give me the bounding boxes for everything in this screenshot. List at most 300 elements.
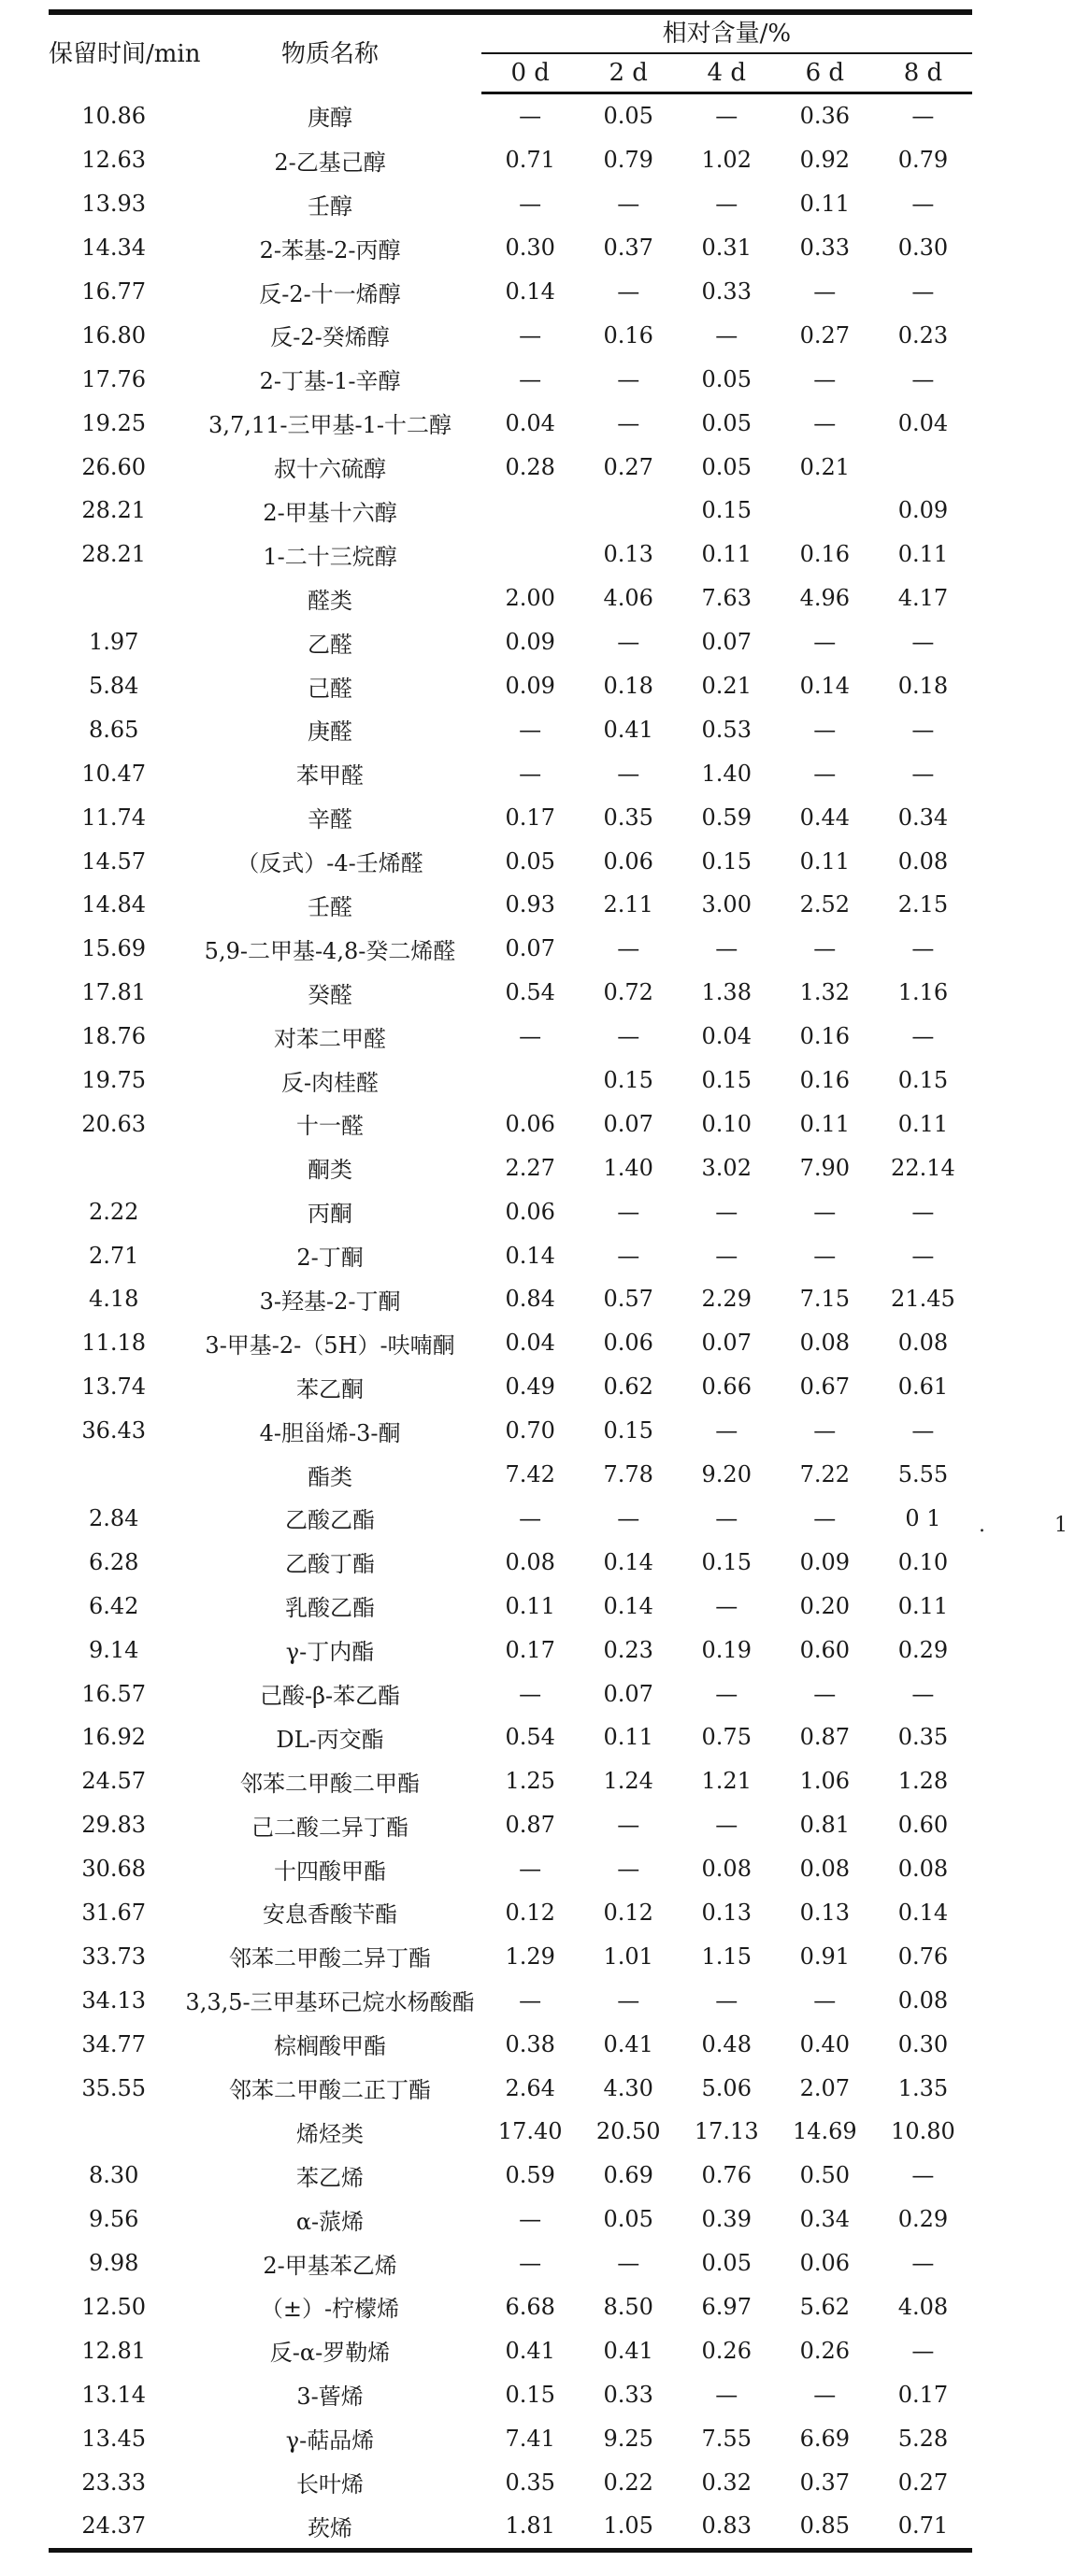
day-4-value-cell: — xyxy=(715,1680,738,1707)
day-2-value-cell: 1.24 xyxy=(603,1768,653,1795)
day-8-value-cell: — xyxy=(911,2162,935,2189)
day-4-value-cell: 0.11 xyxy=(701,541,752,568)
day-2-value-cell: — xyxy=(617,1023,640,1050)
day-0-value-cell: 7.42 xyxy=(505,1461,555,1488)
day-4-value-cell: 0.10 xyxy=(701,1110,752,1137)
day-2-value-cell: 7.78 xyxy=(603,1461,653,1488)
day-6-value-cell: 0.92 xyxy=(799,147,851,174)
day-2-value-cell: — xyxy=(617,365,640,392)
day-8-value-cell: 1.16 xyxy=(897,979,949,1006)
day-4-value-cell: 0.83 xyxy=(678,2504,776,2550)
compound-name-cell: 酮类 xyxy=(308,1157,353,1184)
day-0-value-cell xyxy=(481,1059,580,1103)
compound-name-cell: 己二酸二异丁酯 xyxy=(251,1814,409,1841)
day-6-value-cell: 0.16 xyxy=(799,1067,851,1094)
day-2-value-cell: — xyxy=(617,1242,640,1269)
table-row xyxy=(49,971,972,1015)
day-6-value-cell: 0.21 xyxy=(799,453,851,480)
day-8-value-cell: — xyxy=(911,760,935,787)
day-6-value-cell: — xyxy=(813,409,837,436)
day-0-value-cell: — xyxy=(519,365,542,392)
day-0-value-cell: 0.05 xyxy=(505,847,555,875)
compound-name-cell: 邻苯二甲酸二异丁酯 xyxy=(229,1945,432,1972)
compound-name-cell: 莰烯 xyxy=(179,2504,480,2550)
compound-name-cell: 5,9-二甲基-4,8-癸二烯醛 xyxy=(204,937,456,964)
retention-time-cell: 16.77 xyxy=(81,278,147,305)
day-0-value-cell: 0.49 xyxy=(505,1373,555,1401)
day-0-value-cell: 0.14 xyxy=(505,1242,555,1269)
retention-time-cell: 6.42 xyxy=(88,1592,139,1619)
day-0-value-cell: 0.71 xyxy=(505,147,555,174)
day-6-value-cell: — xyxy=(813,629,837,656)
day-0-value-cell: 0.87 xyxy=(505,1812,555,1839)
table-row xyxy=(49,2372,972,2416)
compound-name-cell: 2-苯基-2-丙醇 xyxy=(259,236,401,263)
day-2-value-cell: 0.22 xyxy=(603,2469,653,2496)
day-0-value-cell: 0.35 xyxy=(505,2469,555,2496)
retention-time-cell: 31.67 xyxy=(81,1899,147,1926)
day-6-value-cell: 2.52 xyxy=(799,891,851,918)
day-8-value-cell: — xyxy=(911,1023,935,1050)
day-4-value-cell: 0.53 xyxy=(701,716,752,743)
day-8-value-cell: 0.09 xyxy=(897,497,949,524)
day-0-value-cell: 0.84 xyxy=(505,1286,555,1313)
day-0-value-cell: 0.38 xyxy=(505,2030,555,2057)
day-8-value-cell: — xyxy=(911,191,935,218)
day-0-value-cell: 1.81 xyxy=(481,2504,580,2550)
retention-time-cell: 16.92 xyxy=(81,1724,147,1751)
day-8-value-cell: 0.27 xyxy=(897,2469,949,2496)
day-0-value-cell: — xyxy=(519,321,542,349)
day-0-value-cell: 2.64 xyxy=(505,2074,555,2101)
retention-time-cell: 10.47 xyxy=(81,760,147,787)
retention-time-cell: 34.13 xyxy=(81,1986,147,2014)
day-8-value-cell: — xyxy=(911,1242,935,1269)
day-8-value-cell: — xyxy=(911,103,935,130)
compound-name-cell: 反-2-十一烯醇 xyxy=(259,280,401,307)
day-6-value-cell: — xyxy=(813,935,837,962)
day-8-value-cell: — xyxy=(911,629,935,656)
day-2-value-cell xyxy=(580,489,678,533)
table-row xyxy=(49,1233,972,1277)
retention-time-cell: 28.21 xyxy=(81,497,147,524)
day-8-value-cell: 0 1 xyxy=(905,1504,941,1531)
day-0-value-cell: 0.08 xyxy=(505,1548,555,1575)
day-2-value-cell: 0.35 xyxy=(603,804,653,831)
day-2-value-cell: 8.50 xyxy=(603,2293,653,2320)
day-4-value-cell: 0.15 xyxy=(701,497,752,524)
compound-name-cell: 反-肉桂醛 xyxy=(280,1069,380,1096)
retention-time-cell: 9.56 xyxy=(88,2206,139,2233)
compound-name-cell: 棕榈酸甲酯 xyxy=(274,2033,387,2060)
day-4-value-cell: 0.26 xyxy=(701,2337,752,2364)
retention-time-cell: 13.14 xyxy=(81,2381,147,2408)
table-row xyxy=(49,313,972,357)
table-row xyxy=(49,2198,972,2242)
day-4-value-cell: 9.20 xyxy=(701,1461,752,1488)
volatile-compounds-table xyxy=(49,9,972,2553)
day-0-value-cell: 0.17 xyxy=(505,1636,555,1663)
compound-name-cell: 3,3,5-三甲基环己烷水杨酸酯 xyxy=(185,1989,475,2016)
day-8-value-cell: 0.71 xyxy=(874,2504,972,2550)
day-0-value-cell: 0.04 xyxy=(505,409,555,436)
day-2-value-cell: — xyxy=(617,409,640,436)
day-4-value-cell: 0.07 xyxy=(701,629,752,656)
day-8-value-cell: 4.08 xyxy=(897,2293,949,2320)
compound-name-cell: 2-甲基十六醇 xyxy=(263,499,397,526)
compound-name-cell: （±）-柠檬烯 xyxy=(260,2296,400,2323)
day-6-value-cell: 0.20 xyxy=(799,1592,851,1619)
day-6-value-cell: — xyxy=(813,1417,837,1445)
compound-name-cell: 乙酸丁酯 xyxy=(285,1551,376,1578)
day-6-value-cell: 7.22 xyxy=(799,1461,851,1488)
day-6-value-cell: 5.62 xyxy=(799,2293,851,2320)
header-day-6: 6 d xyxy=(776,53,874,93)
table-row xyxy=(49,1803,972,1847)
table-row xyxy=(49,1759,972,1803)
retention-time-cell: 26.60 xyxy=(81,453,147,480)
header-day-2: 2 d xyxy=(580,53,678,93)
table-row xyxy=(49,1540,972,1584)
compound-name-cell: 壬醛 xyxy=(308,893,353,920)
day-8-value-cell: 0.61 xyxy=(897,1373,949,1401)
retention-time-cell: 18.76 xyxy=(81,1023,147,1050)
retention-time-cell: 23.33 xyxy=(81,2469,147,2496)
day-0-value-cell: 0.54 xyxy=(505,979,555,1006)
day-6-value-cell: 0.91 xyxy=(799,1943,851,1970)
day-0-value-cell: 0.06 xyxy=(505,1198,555,1225)
day-4-value-cell: 0.05 xyxy=(701,453,752,480)
day-4-value-cell: 0.05 xyxy=(701,409,752,436)
table-row xyxy=(49,1015,972,1059)
retention-time-cell: 13.45 xyxy=(81,2425,147,2452)
day-4-value-cell: 0.15 xyxy=(701,1548,752,1575)
table-row xyxy=(49,2285,972,2329)
compound-name-cell: 乙酸乙酯 xyxy=(285,1507,376,1534)
retention-time-cell: 19.25 xyxy=(81,409,147,436)
day-0-value-cell: 0.30 xyxy=(505,235,555,262)
day-2-value-cell: 0.41 xyxy=(603,716,653,743)
day-6-value-cell: 7.90 xyxy=(799,1154,851,1181)
table-row xyxy=(49,751,972,795)
compound-name-cell: γ-萜品烯 xyxy=(285,2427,375,2455)
compound-name-cell: 2-丁基-1-辛醇 xyxy=(259,368,401,395)
day-4-value-cell: 0.33 xyxy=(701,278,752,305)
retention-time-cell: 11.18 xyxy=(81,1330,147,1357)
day-4-value-cell: 1.21 xyxy=(701,1768,752,1795)
compound-name-cell: 叔十六硫醇 xyxy=(274,456,387,483)
day-6-value-cell: 0.37 xyxy=(799,2469,851,2496)
day-0-value-cell: 1.29 xyxy=(505,1943,555,1970)
retention-time-cell: 15.69 xyxy=(81,935,147,962)
day-4-value-cell: 3.00 xyxy=(701,891,752,918)
day-4-value-cell: — xyxy=(715,1198,738,1225)
day-8-value-cell: 5.55 xyxy=(897,1461,949,1488)
table-row xyxy=(49,489,972,533)
compound-name-cell: 苯甲醛 xyxy=(296,762,365,790)
day-4-value-cell: 1.40 xyxy=(701,760,752,787)
retention-time-cell: 12.50 xyxy=(81,2293,147,2320)
day-2-value-cell: 4.30 xyxy=(603,2074,653,2101)
day-8-value-cell: 2.15 xyxy=(897,891,949,918)
retention-time-cell: 14.57 xyxy=(81,847,147,875)
day-8-value-cell: 0.08 xyxy=(897,847,949,875)
retention-time-cell: 1.97 xyxy=(88,629,139,656)
day-6-value-cell: 0.40 xyxy=(799,2030,851,2057)
day-6-value-cell: 0.50 xyxy=(799,2162,851,2189)
day-2-value-cell: 0.07 xyxy=(603,1110,653,1137)
retention-time-cell: 34.77 xyxy=(81,2030,147,2057)
day-8-value-cell: 21.45 xyxy=(891,1286,955,1313)
day-6-value-cell: 2.07 xyxy=(799,2074,851,2101)
day-4-value-cell: — xyxy=(715,191,738,218)
retention-time-cell: 17.81 xyxy=(81,979,147,1006)
day-4-value-cell: — xyxy=(715,1242,738,1269)
day-0-value-cell: 0.12 xyxy=(505,1899,555,1926)
compound-name-cell: 癸醛 xyxy=(308,981,353,1008)
day-6-value-cell: 0.08 xyxy=(799,1856,851,1883)
day-6-value-cell: 0.36 xyxy=(799,103,851,130)
table-row xyxy=(49,1978,972,2022)
day-0-value-cell: 17.40 xyxy=(497,2118,563,2145)
retention-time-cell: 2.22 xyxy=(88,1198,139,1225)
day-0-value-cell: 6.68 xyxy=(505,2293,555,2320)
day-0-value-cell: 7.41 xyxy=(505,2425,555,2452)
day-6-value-cell: 0.26 xyxy=(799,2337,851,2364)
day-4-value-cell: 0.19 xyxy=(701,1636,752,1663)
table-row xyxy=(49,2154,972,2198)
day-6-value-cell: 0.11 xyxy=(799,191,851,218)
day-4-value-cell: 0.05 xyxy=(701,2250,752,2277)
day-2-value-cell: — xyxy=(617,278,640,305)
table-row xyxy=(49,1409,972,1453)
day-2-value-cell: 0.72 xyxy=(603,979,653,1006)
day-6-value-cell: — xyxy=(813,278,837,305)
table-body xyxy=(49,93,972,2551)
day-4-value-cell: 17.13 xyxy=(694,2118,759,2145)
table-row xyxy=(49,795,972,839)
day-4-value-cell: 0.48 xyxy=(701,2030,752,2057)
compound-name-cell: （反式）-4-壬烯醛 xyxy=(236,850,423,877)
day-8-value-cell: 1.35 xyxy=(897,2074,949,2101)
retention-time-cell: 16.80 xyxy=(81,321,147,349)
day-8-value-cell: 0.14 xyxy=(897,1899,949,1926)
stray-mark-dot: . xyxy=(979,1514,985,1537)
table-row xyxy=(49,576,972,620)
day-6-value-cell: 6.69 xyxy=(799,2425,851,2452)
compound-name-cell: 酯类 xyxy=(308,1463,353,1490)
day-4-value-cell: 0.59 xyxy=(701,804,752,831)
day-0-value-cell: 0.28 xyxy=(505,453,555,480)
day-6-value-cell: 1.32 xyxy=(799,979,851,1006)
day-0-value-cell: 0.41 xyxy=(505,2337,555,2364)
day-2-value-cell: 0.15 xyxy=(603,1067,653,1094)
day-8-value-cell: 0.10 xyxy=(897,1548,949,1575)
day-2-value-cell: 0.14 xyxy=(603,1592,653,1619)
day-6-value-cell: 1.06 xyxy=(799,1768,851,1795)
day-8-value-cell: 0.29 xyxy=(897,1636,949,1663)
day-8-value-cell: 0.11 xyxy=(897,1592,949,1619)
compound-name-cell: DL-丙交酯 xyxy=(276,1726,384,1753)
day-4-value-cell: 0.04 xyxy=(701,1023,752,1050)
day-6-value-cell: 0.44 xyxy=(799,804,851,831)
day-2-value-cell: 20.50 xyxy=(595,2118,661,2145)
header-relative-content: 相对含量/% xyxy=(481,12,972,53)
retention-time-cell: 20.63 xyxy=(81,1110,147,1137)
day-6-value-cell: 0.87 xyxy=(799,1724,851,1751)
day-2-value-cell: — xyxy=(617,629,640,656)
day-6-value-cell: 0.11 xyxy=(799,1110,851,1137)
retention-time-cell: 8.30 xyxy=(88,2162,139,2189)
stray-mark-one: 1 xyxy=(1054,1514,1068,1537)
day-2-value-cell: — xyxy=(617,935,640,962)
retention-time-cell: 29.83 xyxy=(81,1812,147,1839)
table-row xyxy=(49,226,972,270)
retention-time-cell: 35.55 xyxy=(81,2074,147,2101)
retention-time-cell: 9.14 xyxy=(88,1636,139,1663)
day-2-value-cell: — xyxy=(617,1986,640,2014)
day-0-value-cell: — xyxy=(519,1504,542,1531)
day-4-value-cell: 7.63 xyxy=(701,585,752,612)
day-6-value-cell: 0.16 xyxy=(799,541,851,568)
day-2-value-cell: — xyxy=(617,1198,640,1225)
retention-time-cell: 2.71 xyxy=(88,1242,139,1269)
day-2-value-cell: 1.01 xyxy=(603,1943,653,1970)
day-4-value-cell: 1.38 xyxy=(701,979,752,1006)
day-4-value-cell: — xyxy=(715,1812,738,1839)
compound-name-cell: 十一醛 xyxy=(296,1113,365,1140)
retention-time-cell: 12.63 xyxy=(81,147,147,174)
day-8-value-cell: 0.04 xyxy=(897,409,949,436)
day-8-value-cell: 0.35 xyxy=(897,1724,949,1751)
table-row xyxy=(49,1672,972,1715)
compound-name-cell: 烯烃类 xyxy=(296,2120,365,2147)
day-6-value-cell: 0.08 xyxy=(799,1330,851,1357)
day-8-value-cell: 0.60 xyxy=(897,1812,949,1839)
table-row xyxy=(49,1715,972,1759)
compound-name-cell: 长叶烯 xyxy=(296,2471,365,2498)
table-row xyxy=(49,1584,972,1628)
compound-name-cell: α-蒎烯 xyxy=(295,2208,365,2235)
table-row xyxy=(49,1102,972,1146)
table-row xyxy=(49,1277,972,1321)
day-8-value-cell: 0.76 xyxy=(897,1943,949,1970)
day-4-value-cell: — xyxy=(715,1986,738,2014)
day-0-value-cell: 2.00 xyxy=(505,585,555,612)
compound-name-cell: 3-蒈烯 xyxy=(296,2384,364,2411)
retention-time-cell xyxy=(49,576,179,620)
day-8-value-cell: 0.11 xyxy=(897,1110,949,1137)
day-8-value-cell: 0.15 xyxy=(897,1067,949,1094)
day-6-value-cell: 0.14 xyxy=(799,673,851,700)
retention-time-cell xyxy=(49,1146,179,1189)
day-6-value-cell: — xyxy=(813,365,837,392)
header-compound-name: 物质名称 xyxy=(179,12,480,93)
day-4-value-cell: 0.07 xyxy=(701,1330,752,1357)
day-6-value-cell: 0.60 xyxy=(799,1636,851,1663)
table-row xyxy=(49,1189,972,1233)
compound-name-cell: 丙酮 xyxy=(308,1201,353,1228)
compound-name-cell: 1-二十三烷醇 xyxy=(263,543,397,570)
day-6-value-cell: 0.81 xyxy=(799,1812,851,1839)
compound-name-cell: 乙醛 xyxy=(308,631,353,658)
day-0-value-cell: — xyxy=(519,1023,542,1050)
retention-time-cell: 33.73 xyxy=(81,1943,147,1970)
retention-time-cell: 2.84 xyxy=(88,1504,139,1531)
day-4-value-cell: 0.75 xyxy=(701,1724,752,1751)
retention-time-cell: 10.86 xyxy=(81,102,147,129)
table-row xyxy=(49,1453,972,1497)
day-0-value-cell: 0.07 xyxy=(505,935,555,962)
day-0-value-cell: — xyxy=(519,1680,542,1707)
retention-time-cell: 5.84 xyxy=(88,673,139,700)
day-4-value-cell: 7.55 xyxy=(701,2425,752,2452)
day-8-value-cell: 22.14 xyxy=(891,1154,955,1181)
day-6-value-cell: 0.27 xyxy=(799,321,851,349)
day-0-value-cell: 0.14 xyxy=(505,278,555,305)
day-4-value-cell: 5.06 xyxy=(701,2074,752,2101)
day-6-value-cell: 0.34 xyxy=(799,2206,851,2233)
retention-time-cell: 28.21 xyxy=(81,541,147,568)
day-2-value-cell: 0.62 xyxy=(603,1373,653,1401)
day-8-value-cell: 0.79 xyxy=(897,147,949,174)
compound-name-cell: 安息香酸苄酯 xyxy=(263,1901,398,1928)
day-4-value-cell: 0.32 xyxy=(701,2469,752,2496)
compound-name-cell: 己酸-β-苯乙酯 xyxy=(259,1683,401,1709)
day-6-value-cell: — xyxy=(813,1986,837,2014)
day-6-value-cell: 4.96 xyxy=(799,585,851,612)
day-2-value-cell: 0.57 xyxy=(603,1286,653,1313)
table-row xyxy=(49,138,972,182)
table-row xyxy=(49,2328,972,2372)
day-2-value-cell: — xyxy=(617,760,640,787)
day-2-value-cell: 0.41 xyxy=(603,2337,653,2364)
day-0-value-cell: — xyxy=(519,2206,542,2233)
day-0-value-cell: 0.54 xyxy=(505,1724,555,1751)
table-row xyxy=(49,2022,972,2066)
day-8-value-cell: — xyxy=(911,716,935,743)
compound-name-cell: 醛类 xyxy=(308,587,353,614)
day-2-value-cell: 0.05 xyxy=(603,103,653,130)
day-4-value-cell: — xyxy=(715,321,738,349)
day-2-value-cell: 0.06 xyxy=(603,1330,653,1357)
day-2-value-cell: 0.06 xyxy=(603,847,653,875)
retention-time-cell: 13.74 xyxy=(81,1373,147,1401)
day-2-value-cell: 0.33 xyxy=(603,2381,653,2408)
day-0-value-cell: 2.27 xyxy=(505,1154,555,1181)
day-4-value-cell: 0.31 xyxy=(701,235,752,262)
compound-name-cell: 4-胆甾烯-3-酮 xyxy=(259,1419,401,1446)
day-8-value-cell: — xyxy=(911,365,935,392)
day-6-value-cell: 0.85 xyxy=(776,2504,874,2550)
day-2-value-cell: 0.15 xyxy=(603,1417,653,1445)
day-8-value-cell: 0.08 xyxy=(897,1856,949,1883)
table-row xyxy=(49,1321,972,1365)
day-4-value-cell: 0.05 xyxy=(701,365,752,392)
day-0-value-cell: 0.15 xyxy=(505,2381,555,2408)
day-4-value-cell: 0.15 xyxy=(701,847,752,875)
header-retention-time: 保留时间/min xyxy=(49,12,179,93)
table-row xyxy=(49,1628,972,1672)
day-2-value-cell: 0.07 xyxy=(603,1680,653,1707)
retention-time-cell: 16.57 xyxy=(81,1680,147,1707)
day-4-value-cell: 0.39 xyxy=(701,2206,752,2233)
retention-time-cell: 24.37 xyxy=(49,2504,179,2550)
compound-name-cell: 2-丁酮 xyxy=(296,1245,364,1272)
day-8-value-cell: 5.28 xyxy=(897,2425,949,2452)
day-8-value-cell: — xyxy=(911,2250,935,2277)
compound-name-cell: 壬醇 xyxy=(308,192,353,220)
